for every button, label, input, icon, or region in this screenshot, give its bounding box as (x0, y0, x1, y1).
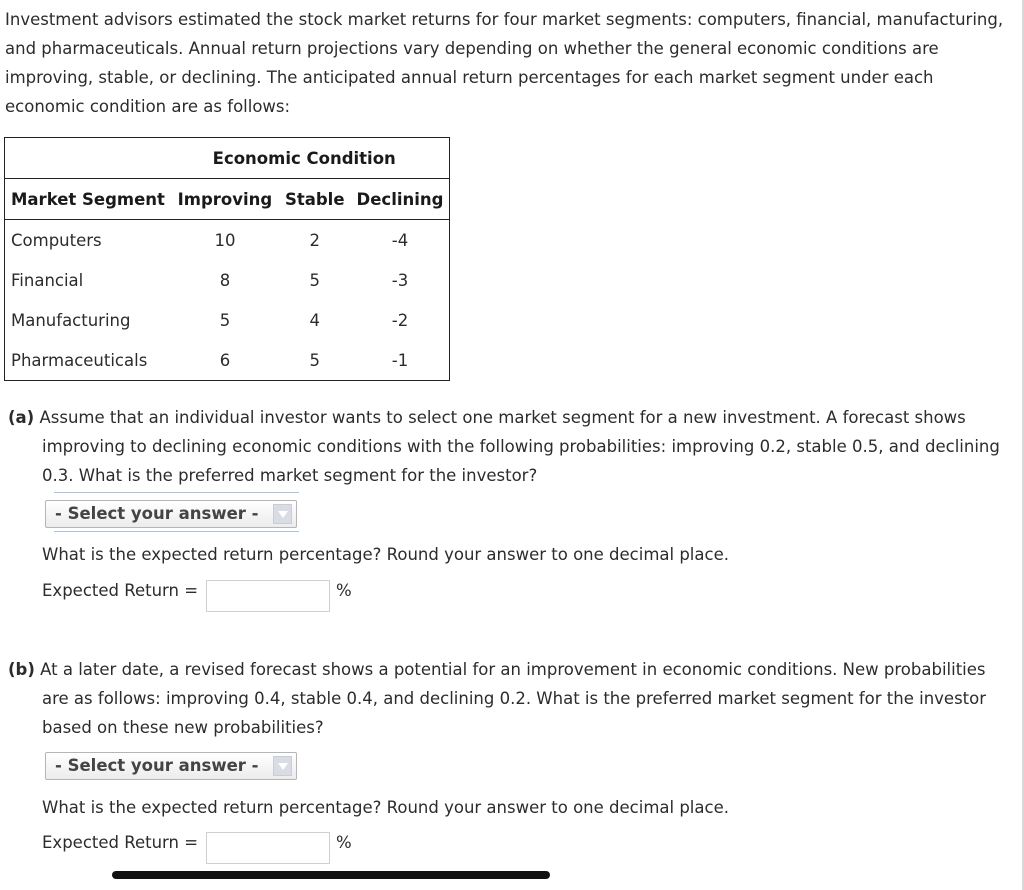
dropdown-arrow-icon (273, 756, 292, 776)
table-row (5, 340, 450, 381)
part-b-question-text: At a later date, a revised forecast shows a potential for an improvement in economic conditions. New probabilities are as follows: improving 0.4, stable 0.4, and declining 0.2. What is the preferred market segment for the investor based on these new probabilities? (40, 660, 987, 737)
part-b-segment-select[interactable] (45, 752, 297, 780)
part-a-segment-select[interactable] (45, 500, 297, 528)
segment-cell: Financial (11, 270, 84, 290)
part-b-percent-unit: % (336, 833, 352, 852)
select-underline (54, 492, 299, 493)
part-b-question (8, 655, 1013, 742)
part-a-expected-return-input[interactable] (206, 580, 330, 612)
part-b-select-value: - Select your answer - (55, 756, 259, 775)
header-improving: Improving (171, 179, 279, 220)
stable-cell: 5 (309, 270, 320, 290)
part-a-expected-label: Expected Return = (42, 581, 199, 600)
returns-table (4, 137, 450, 381)
table-row (5, 260, 450, 300)
improving-cell: 5 (219, 310, 231, 330)
horizontal-scrollbar[interactable] (112, 871, 550, 879)
part-a-return-prompt: What is the expected return percentage? Round your answer to one decimal place. (42, 545, 729, 564)
part-b-expected-return-input[interactable] (206, 832, 330, 864)
header-market-segment: Market Segment (5, 179, 171, 220)
improving-cell: 10 (214, 230, 236, 250)
declining-cell: -1 (391, 350, 409, 370)
part-a-select-value: - Select your answer - (55, 504, 259, 523)
segment-cell: Computers (11, 230, 102, 250)
stable-cell: 4 (309, 310, 320, 330)
stable-cell: 2 (309, 230, 320, 250)
declining-cell: -3 (391, 270, 409, 290)
table-row (5, 300, 450, 340)
part-b-expected-label: Expected Return = (42, 833, 199, 852)
segment-cell: Pharmaceuticals (11, 350, 148, 370)
improving-cell: 8 (219, 270, 231, 290)
part-a-question (8, 403, 1013, 490)
dropdown-arrow-icon (273, 504, 292, 524)
part-b-return-prompt: What is the expected return percentage? Round your answer to one decimal place. (42, 798, 729, 817)
intro-paragraph: Investment advisors estimated the stock market returns for four market segments: computers, financial, manufacturing, and pharmaceuticals. Annual return projections vary depending on whether the general economic conditions are improving, stable, or declining. The anticipated annual return percentages for each market segment under each economic condition are as follows: (5, 10, 1004, 116)
declining-cell: -4 (391, 230, 409, 250)
table-row (5, 220, 450, 261)
select-underline (54, 531, 299, 532)
improving-cell: 6 (219, 350, 231, 370)
part-a-percent-unit: % (336, 581, 352, 600)
declining-cell: -2 (391, 310, 409, 330)
part-a-question-text: Assume that an individual investor wants to select one market segment for a new investment. A forecast shows improving to declining economic conditions with the following probabilities: improving 0.2, stable 0.5, and declining 0.3. What is the preferred market segment for the investor? (39, 408, 1000, 485)
header-stable: Stable (279, 179, 351, 220)
economic-condition-header: Economic Condition (5, 138, 450, 179)
part-a-label: (a) (8, 408, 35, 427)
part-b-label: (b) (8, 660, 35, 679)
segment-cell: Manufacturing (11, 310, 131, 330)
header-declining: Declining (351, 179, 450, 220)
stable-cell: 5 (309, 350, 320, 370)
